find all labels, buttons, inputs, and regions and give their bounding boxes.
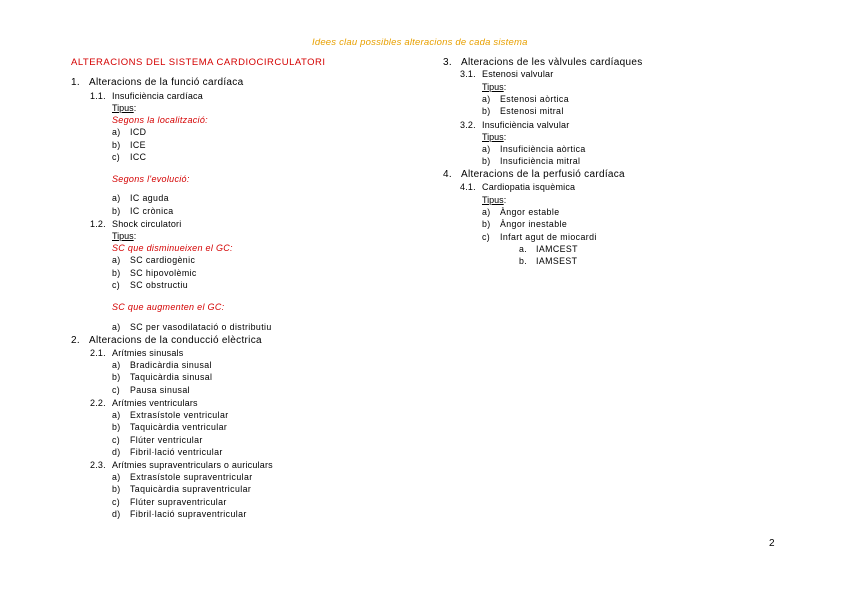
list-item: IAMCEST (536, 244, 578, 254)
list-item: Extrasístole supraventricular (130, 472, 253, 482)
heading-1-1-number: 1.1. (90, 91, 106, 101)
list-item: SC hipovolèmic (130, 267, 197, 278)
list-item-marker: b) (112, 422, 121, 433)
tipus-label: Tipus: (112, 231, 137, 241)
list-item-marker: b) (482, 156, 491, 167)
list-item: Pausa sinusal (130, 384, 190, 395)
heading-1-2-label: Shock circulatori (112, 219, 182, 229)
list-item: Estenosi aòrtica (500, 94, 569, 104)
list-item: Taquicàrdia ventricular (130, 422, 228, 433)
heading-4-number: 4. (443, 169, 452, 180)
page-number: 2 (769, 538, 775, 549)
heading-3-2-number: 3.2. (460, 120, 476, 130)
heading-2-2-number: 2.2. (90, 398, 106, 408)
list-item-marker: a) (112, 127, 121, 137)
list-item: ICC (130, 152, 147, 163)
heading-2-label: Alteracions de la conducció elèctrica (89, 335, 262, 346)
document-header: Idees clau possibles alteracions de cada sistema (312, 37, 528, 48)
list-item-marker: a) (482, 94, 491, 104)
list-item-marker: c) (112, 280, 121, 291)
list-item-marker: c) (112, 384, 121, 395)
heading-3-1-label: Estenosi valvular (482, 69, 554, 79)
list-item-marker: a) (482, 207, 491, 217)
heading-1-2-number: 1.2. (90, 219, 106, 229)
heading-4-1-label: Cardiopatia isquèmica (482, 182, 576, 192)
tipus-label: Tipus: (482, 132, 507, 142)
heading-number: 1. (71, 77, 80, 88)
list-item-marker: c) (482, 231, 491, 242)
list-item-marker: a) (482, 144, 491, 154)
list-item-marker: a) (112, 193, 121, 203)
list-item: Estenosi mitral (500, 106, 564, 117)
heading-2-3-label: Arítmies supraventriculars o auriculars (112, 460, 273, 470)
heading-1 (71, 78, 80, 88)
heading-4-1-number: 4.1. (460, 182, 476, 192)
list-item-marker: a) (112, 472, 121, 482)
list-item-marker: b. (519, 256, 528, 267)
subgroup-label: SC que augmenten el GC: (112, 302, 225, 312)
list-item-marker: b) (112, 372, 121, 383)
list-item-marker: a) (112, 255, 121, 265)
heading-3-number: 3. (443, 57, 452, 68)
list-item: Insuficiència aòrtica (500, 144, 586, 154)
list-item: Àngor inestable (500, 219, 568, 230)
list-item-marker: d) (112, 509, 121, 520)
list-item-marker: b) (112, 205, 121, 216)
heading-1-1-label: Insuficiència cardíaca (112, 91, 203, 101)
list-item: Fibril·lació ventricular (130, 447, 223, 458)
list-item-marker: a. (519, 244, 528, 254)
list-item: IAMSEST (536, 256, 578, 267)
heading-2-1-label: Arítmies sinusals (112, 348, 184, 358)
list-item: ICD (130, 127, 147, 137)
tipus-label: Tipus: (112, 103, 137, 113)
list-item-marker: a) (112, 322, 121, 332)
list-item-marker: b) (482, 219, 491, 230)
list-item: IC crònica (130, 205, 174, 216)
tipus-label: Tipus: (482, 195, 507, 205)
list-item-marker: b) (112, 267, 121, 278)
list-item: SC per vasodilatació o distributiu (130, 322, 272, 332)
subgroup-label: Segons l'evolució: (112, 174, 190, 184)
list-item-marker: c) (112, 496, 121, 507)
list-item: SC cardiogènic (130, 255, 196, 265)
heading-2-3-number: 2.3. (90, 460, 106, 470)
list-item: Flúter ventricular (130, 434, 203, 445)
list-item: Taquicàrdia supraventricular (130, 484, 252, 495)
list-item: SC obstructiu (130, 280, 189, 291)
list-item-marker: c) (112, 434, 121, 445)
list-item-marker: b) (112, 484, 121, 495)
heading-3-1-number: 3.1. (460, 69, 476, 79)
list-item: Flúter supraventricular (130, 496, 227, 507)
list-item: Infart agut de miocardi (500, 231, 597, 242)
heading-2-number: 2. (71, 335, 80, 346)
subgroup-label: Segons la localització: (112, 115, 208, 125)
heading-4-label: Alteracions de la perfusió cardíaca (461, 169, 625, 180)
list-item: Insuficiència mitral (500, 156, 581, 167)
heading-3-2-label: Insuficiència valvular (482, 120, 570, 130)
list-item-marker: c) (112, 152, 121, 163)
tipus-label: Tipus: (482, 82, 507, 92)
list-item: Bradicàrdia sinusal (130, 360, 212, 370)
heading-2-1-number: 2.1. (90, 348, 106, 358)
heading-1-label: Alteracions de la funció cardíaca (89, 77, 244, 88)
list-item: ICE (130, 139, 146, 150)
list-item-marker: a) (112, 410, 121, 420)
list-item-marker: b) (482, 106, 491, 117)
heading-3-label: Alteracions de les vàlvules cardíaques (461, 57, 643, 68)
section-title: ALTERACIONS DEL SISTEMA CARDIOCIRCULATORI (71, 57, 326, 68)
list-item-marker: a) (112, 360, 121, 370)
list-item: Fibril·lació supraventricular (130, 509, 247, 520)
list-item: Taquicàrdia sinusal (130, 372, 213, 383)
list-item: IC aguda (130, 193, 169, 203)
list-item: Àngor estable (500, 207, 560, 217)
subgroup-label: SC que disminueixen el GC: (112, 243, 233, 253)
list-item: Extrasístole ventricular (130, 410, 229, 420)
heading-2-2-label: Arítmies ventriculars (112, 398, 198, 408)
list-item-marker: b) (112, 139, 121, 150)
list-item-marker: d) (112, 447, 121, 458)
